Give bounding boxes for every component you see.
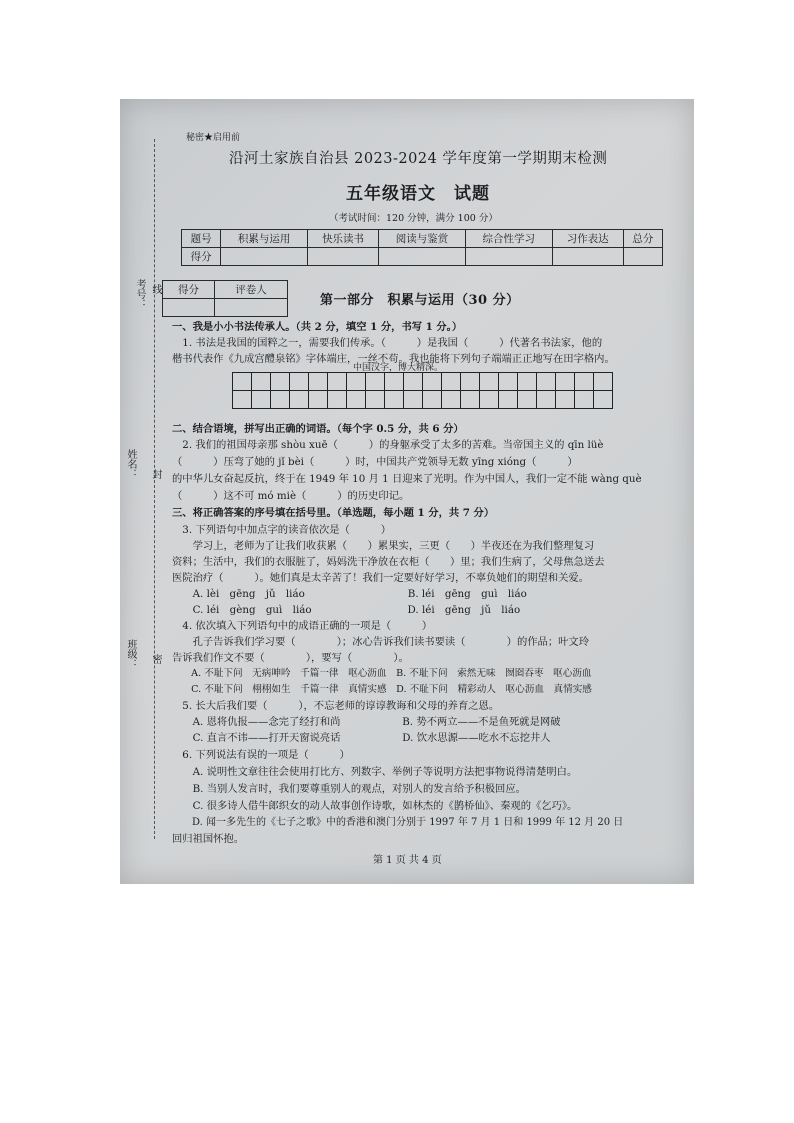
- score-table-row: [182, 248, 663, 266]
- grid-cell[interactable]: [252, 373, 271, 391]
- question-6-option-a: A. 说明性文章往往会使用打比方、列数字、举例子等说明方法把事物说得清楚明白。: [172, 766, 578, 778]
- question-3-stem: 3. 下列语句中加点字的读音依次是（ ）: [172, 524, 392, 536]
- grid-cell[interactable]: [309, 391, 328, 409]
- score-cell: [379, 248, 466, 266]
- grid-cell[interactable]: [290, 391, 309, 409]
- grid-cell[interactable]: [233, 373, 252, 391]
- exam-number-label: 考号：: [134, 279, 145, 309]
- part1-title: 第一部分 积累与运用（30 分）: [320, 293, 520, 308]
- question-3-options-cd: C. léi gèng guì liáo D. léi gēng jǔ liáo: [172, 604, 521, 616]
- question-2-line4: （ ）这不可 mó miè（ ）的历史印记。: [172, 490, 410, 502]
- question-2-line2: （ ）压弯了她的 jǐ bèi（ ）时，中国共产党领导无数 yīng xióng（ ）: [172, 456, 578, 468]
- grid-cell[interactable]: [518, 373, 537, 391]
- grid-cell[interactable]: [594, 391, 613, 409]
- score-header-cell: 快乐读书: [308, 230, 379, 248]
- grid-cell[interactable]: [347, 391, 366, 409]
- grid-cell[interactable]: [385, 391, 404, 409]
- secret-mark: 密: [150, 654, 161, 664]
- grid-cell[interactable]: [328, 373, 347, 391]
- grid-cell[interactable]: [347, 373, 366, 391]
- grid-cell[interactable]: [575, 373, 594, 391]
- page-footer: 第 1 页 共 4 页: [373, 855, 442, 866]
- grid-cell[interactable]: [271, 391, 290, 409]
- class-label: 班级：: [125, 639, 136, 669]
- score-table-header-row: [182, 230, 663, 248]
- grid-cell[interactable]: [518, 391, 537, 409]
- grid-cell[interactable]: [309, 373, 328, 391]
- grid-cell[interactable]: [537, 391, 556, 409]
- grid-cell[interactable]: [575, 391, 594, 409]
- grader-table: [162, 280, 288, 317]
- grader-score-header: 得分: [163, 281, 215, 299]
- grid-cell[interactable]: [404, 373, 423, 391]
- question-5-options-ab: A. 恩将仇报——念完了经打和尚 B. 势不两立——不是鱼死就是网破: [172, 716, 561, 728]
- question-6-stem: 6. 下列说法有误的一项是（ ）: [172, 749, 350, 761]
- copy-sentence: 中国汉字，博大精深。: [353, 363, 444, 373]
- seal-mark: 封: [150, 469, 161, 479]
- exam-subtitle: 五年级语文 试题: [346, 184, 490, 204]
- exam-title: 沿河土家族自治县 2023-2024 学年度第一学期期末检测: [229, 151, 608, 167]
- score-cell: [623, 248, 662, 266]
- grid-cell[interactable]: [385, 373, 404, 391]
- grid-cell[interactable]: [480, 373, 499, 391]
- score-header-cell: 总分: [623, 230, 662, 248]
- exam-paper: [120, 99, 694, 884]
- grid-cell[interactable]: [499, 373, 518, 391]
- question-4-options-ab: A. 不耻下问 无病呻吟 千篇一律 呕心沥血 B. 不耻下问 索然无味 囫囵吞枣 呕心沥血: [172, 668, 592, 679]
- binding-line: [154, 139, 155, 839]
- grid-cell[interactable]: [233, 391, 252, 409]
- score-header-cell: 积累与运用: [221, 230, 308, 248]
- question-5-options-cd: C. 直言不讳——打开天窗说亮话 D. 饮水思源——吃水不忘挖井人: [172, 732, 551, 744]
- question-4-stem: 4. 依次填入下列语句中的成语正确的一项是（ ）: [172, 620, 433, 632]
- grader-score-cell: [163, 299, 215, 317]
- grid-cell[interactable]: [556, 391, 575, 409]
- question-1-line2: 楷书代表作《九成宫醴泉铭》字体端庄，一丝不苟。我也能将下列句子端端正正地写在田字格内。: [172, 353, 615, 365]
- grid-cell[interactable]: [366, 391, 385, 409]
- grid-cell[interactable]: [461, 391, 480, 409]
- question-3-options-ab: A. lèi gēng jǔ liáo B. léi gēng guì liáo: [172, 588, 527, 600]
- score-header-cell: 阅读与鉴赏: [379, 230, 466, 248]
- score-header-cell: 综合性学习: [465, 230, 552, 248]
- grid-cell[interactable]: [537, 373, 556, 391]
- question-5-stem: 5. 长大后我们要（ ），不忘老师的谆谆教诲和父母的养育之恩。: [172, 700, 500, 712]
- question-6-option-b: B. 当别人发言时，我们要尊重别人的观点，对别人的发言给予积极回应。: [172, 783, 526, 795]
- question-6-option-c: C. 很多诗人借牛郎织女的动人故事创作诗歌，如林杰的《鹊桥仙》、秦观的《乞巧》。: [172, 800, 578, 812]
- score-cell: [308, 248, 379, 266]
- question-4-line2: 告诉我们作文不要（ ），要写（ ）。: [172, 652, 409, 664]
- section-2-heading: 二、结合语境，拼写出正确的词语。（每个字 0.5 分，共 6 分）: [172, 423, 464, 435]
- grid-cell[interactable]: [480, 391, 499, 409]
- exam-info: （考试时间：120 分钟，满分 100 分）: [329, 213, 498, 224]
- grader-name-cell: [215, 299, 288, 317]
- grid-cell[interactable]: [423, 373, 442, 391]
- score-header-cell: 习作表达: [552, 230, 623, 248]
- grid-cell[interactable]: [328, 391, 347, 409]
- question-3-line3: 医院治疗（ ）。她们真是太辛苦了！我们一定要好好学习，不辜负她们的期望和关爱。: [172, 572, 590, 584]
- secret-label: 秘密★启用前: [186, 133, 241, 143]
- grid-cell[interactable]: [442, 391, 461, 409]
- score-cell: [465, 248, 552, 266]
- score-header-cell: 题号: [182, 230, 221, 248]
- grid-cell[interactable]: [271, 373, 290, 391]
- grid-cell[interactable]: [461, 373, 480, 391]
- question-6-option-d-cont: 回归祖国怀抱。: [172, 833, 245, 845]
- question-2-line3: 的中华儿女奋起反抗，终于在 1949 年 10 月 1 日迎来了光明。作为中国人，我们一定不能 wàng què: [172, 473, 642, 485]
- question-6-option-d: D. 闻一多先生的《七子之歌》中的香港和澳门分别于 1997 年 7 月 1 日和 1999 年 12 月 20 日: [172, 817, 624, 828]
- question-4-options-cd: C. 不耻下问 栩栩如生 千篇一律 真情实感 D. 不耻下问 精彩动人 呕心沥血 真情实感: [172, 684, 592, 695]
- question-4-line1: 孔子告诉我们学习要（ ）；冰心告诉我们读书要读（ ）的作品；叶文玲: [172, 636, 590, 648]
- grid-cell[interactable]: [252, 391, 271, 409]
- grid-cell[interactable]: [556, 373, 575, 391]
- grid-cell[interactable]: [423, 391, 442, 409]
- grid-cell[interactable]: [366, 373, 385, 391]
- writing-grid[interactable]: [232, 372, 613, 409]
- grid-cell[interactable]: [594, 373, 613, 391]
- name-label: 姓名：: [125, 449, 136, 479]
- grid-cell[interactable]: [404, 391, 423, 409]
- grid-cell[interactable]: [442, 373, 461, 391]
- question-2-line1: 2. 我们的祖国母亲那 shòu xuē（ ）的身躯承受了太多的苦难。当帝国主义的 qīn lüè: [172, 439, 604, 451]
- question-1-line1: 1. 书法是我国的国粹之一，需要我们传承。（ ）是我国（ ）代著名书法家，他的: [172, 337, 603, 349]
- section-3-heading: 三、将正确答案的序号填在括号里。（单选题，每小题 1 分，共 7 分）: [172, 507, 495, 519]
- question-3-line2: 资料；生活中，我们的衣服脏了，妈妈洗干净放在衣柜（ ）里；我们生病了，父母焦急送去: [172, 556, 605, 568]
- grid-cell[interactable]: [290, 373, 309, 391]
- grader-name-header: 评卷人: [215, 281, 288, 299]
- line-mark: 线: [150, 284, 161, 294]
- score-row-label: 得分: [182, 248, 221, 266]
- section-1-heading: 一、我是小小书法传承人。（共 2 分，填空 1 分，书写 1 分。）: [172, 321, 463, 333]
- score-cell: [552, 248, 623, 266]
- question-3-line1: 学习上，老师为了让我们收获累（ ）累果实，三更（ ）半夜还在为我们整理复习: [172, 540, 595, 552]
- score-table: [181, 229, 663, 266]
- grid-cell[interactable]: [499, 391, 518, 409]
- score-cell: [221, 248, 308, 266]
